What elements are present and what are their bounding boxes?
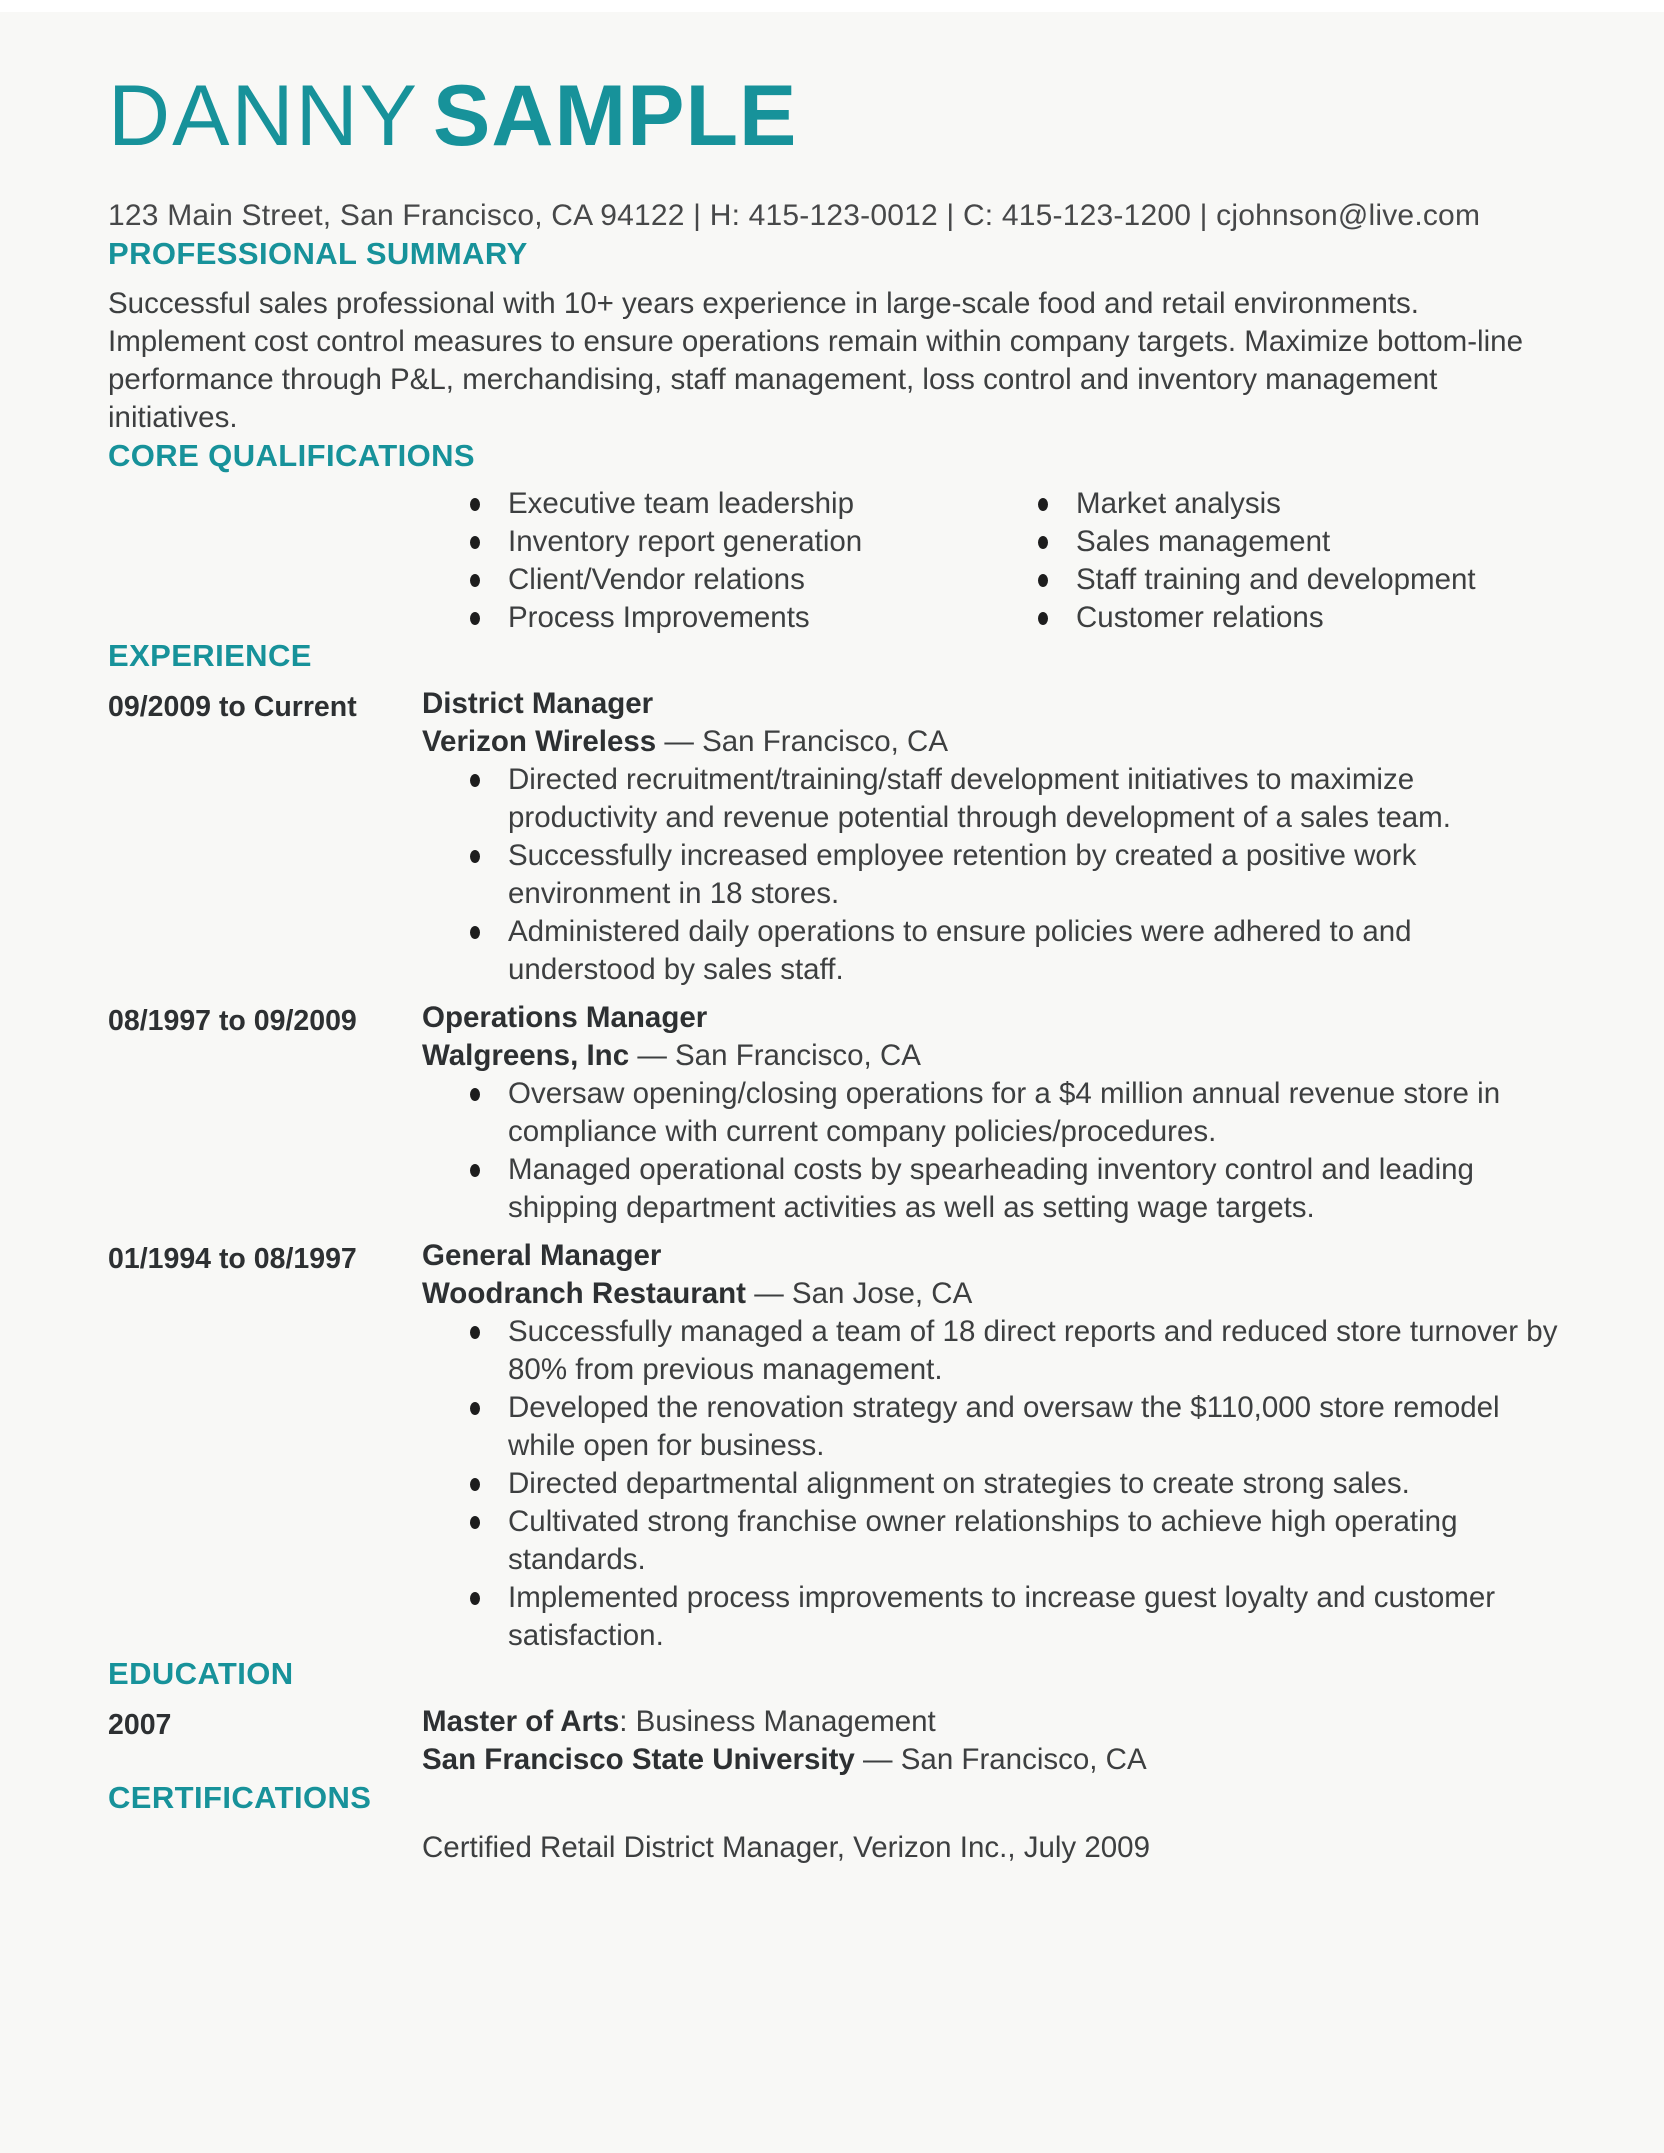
company-line (422, 1037, 1560, 1075)
bullet-item: Oversaw opening/closing operations for a $4 million annual revenue store in compliance with current company policies/procedures. (422, 1075, 1560, 1151)
job-location: — San Francisco, CA (637, 1038, 921, 1072)
bullet-item: Implemented process improvements to increase guest loyalty and customer satisfaction. (422, 1579, 1560, 1655)
qualification-item: Staff training and development (1036, 561, 1476, 599)
degree-field: : Business Management (619, 1704, 936, 1738)
job-location: — San Francisco, CA (664, 724, 949, 758)
section-heading-experience: EXPERIENCE (108, 637, 312, 673)
experience-entry (108, 1237, 1560, 1655)
entry-dates: 09/2009 to Current (108, 690, 357, 723)
school-location: — San Francisco, CA (863, 1742, 1147, 1776)
bullet-item: Developed the renovation strategy and oversaw the $110,000 store remodel while open for business. (422, 1389, 1560, 1465)
entry-details (422, 1237, 1560, 1655)
qualification-item: Sales management (1036, 523, 1476, 561)
bullet-item: Administered daily operations to ensure policies were adhered to and understood by sales staff. (422, 913, 1560, 989)
company-line (422, 723, 1560, 761)
job-bullets (422, 1313, 1560, 1655)
qualifications-right-column (1036, 485, 1476, 637)
bullet-item: Successfully managed a team of 18 direct reports and reduced store turnover by 80% from previous management. (422, 1313, 1560, 1389)
bullet-item: Directed recruitment/training/staff development initiatives to maximize productivity and revenue potential through development of a sales team. (422, 761, 1560, 837)
job-title: Operations Manager (422, 1000, 708, 1034)
qualification-item: Customer relations (1036, 599, 1476, 637)
qualification-item: Process Improvements (468, 599, 1036, 637)
job-bullets (422, 1075, 1560, 1227)
candidate-name (108, 70, 1560, 163)
entry-dates: 08/1997 to 09/2009 (108, 1004, 357, 1037)
qualification-item: Executive team leadership (468, 485, 1036, 523)
qualification-item: Client/Vendor relations (468, 561, 1036, 599)
job-location: — San Jose, CA (754, 1276, 973, 1310)
job-bullets (422, 761, 1560, 989)
experience-entry (108, 685, 1560, 989)
bullet-item: Successfully increased employee retention by created a positive work environment in 18 stores. (422, 837, 1560, 913)
school-line (422, 1741, 1560, 1779)
contact-line: 123 Main Street, San Francisco, CA 94122 | H: 415-123-0012 | C: 415-123-1200 | cjohnson@live.com (108, 198, 1481, 232)
section-heading-certifications: CERTIFICATIONS (108, 1779, 372, 1815)
education-details (422, 1703, 1560, 1779)
summary-text: Successful sales professional with 10+ years experience in large-scale food and retail environments. Implement cost control measures to ensure operations remain within company targets. Maximize bottom-line performance through P&L, merchandising, staff management, loss control and inventory management initiatives. (108, 286, 1523, 434)
entry-details (422, 999, 1560, 1227)
section-heading-core-qualifications: CORE QUALIFICATIONS (108, 437, 475, 473)
entry-dates: 01/1994 to 08/1997 (108, 1242, 357, 1275)
company-line (422, 1275, 1560, 1313)
education-year: 2007 (108, 1708, 172, 1741)
qualification-item: Market analysis (1036, 485, 1476, 523)
bullet-item: Cultivated strong franchise owner relationships to achieve high operating standards. (422, 1503, 1560, 1579)
degree-line (422, 1703, 1560, 1741)
experience-entry (108, 999, 1560, 1227)
first-name: DANNY (108, 68, 420, 164)
page-top-edge (0, 0, 1664, 12)
last-name: SAMPLE (433, 68, 798, 164)
qualifications-columns (468, 485, 1560, 637)
education-entry (108, 1703, 1560, 1779)
company-name: Walgreens, Inc (422, 1038, 630, 1072)
qualifications-left-column (468, 485, 1036, 637)
job-title: District Manager (422, 686, 654, 720)
school-name: San Francisco State University (422, 1742, 855, 1776)
certification-item: Certified Retail District Manager, Verizon Inc., July 2009 (422, 1830, 1150, 1864)
entry-details (422, 685, 1560, 989)
company-name: Verizon Wireless (422, 724, 657, 758)
section-heading-education: EDUCATION (108, 1655, 294, 1691)
qualification-item: Inventory report generation (468, 523, 1036, 561)
bullet-item: Managed operational costs by spearheading inventory control and leading shipping department activities as well as setting wage targets. (422, 1151, 1560, 1227)
company-name: Woodranch Restaurant (422, 1276, 746, 1310)
job-title: General Manager (422, 1238, 662, 1272)
bullet-item: Directed departmental alignment on strategies to create strong sales. (422, 1465, 1560, 1503)
section-heading-professional-summary: PROFESSIONAL SUMMARY (108, 235, 528, 271)
degree-name: Master of Arts (422, 1704, 620, 1738)
